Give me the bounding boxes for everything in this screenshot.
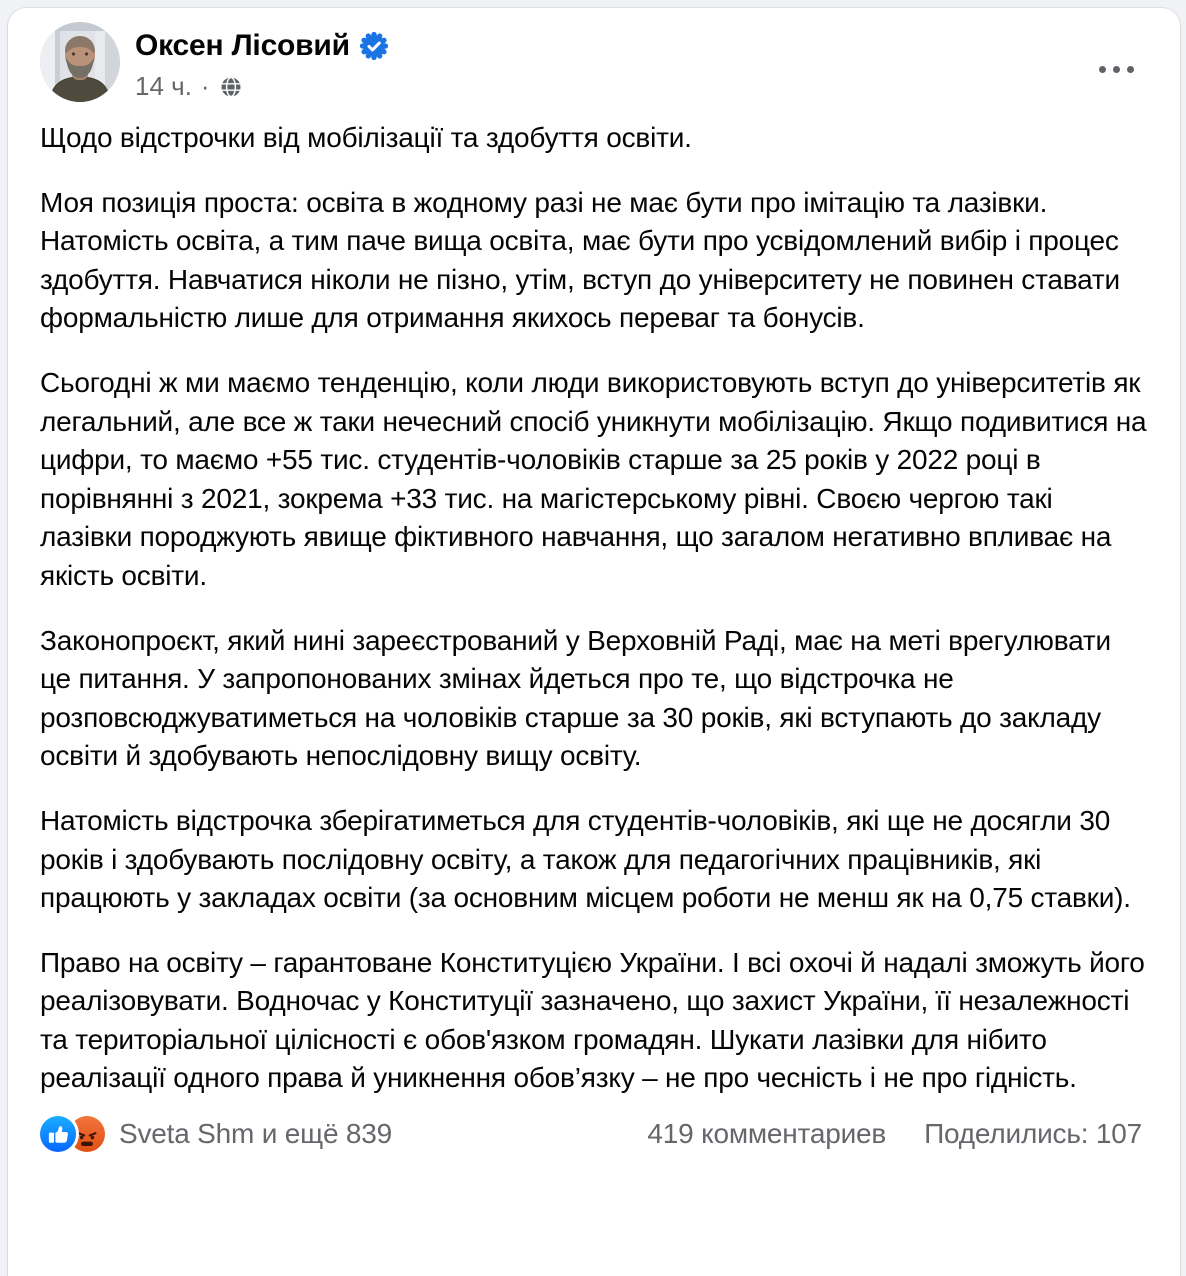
author-name[interactable]: Оксен Лісовий <box>135 29 350 62</box>
post-paragraph: Право на освіту – гарантоване Конституцією України. І всі охочі й надалі зможуть його реалізовувати. Водночас у Конституції зазначено, що захист України, її незалежності та територіальної цілісності є обов'язком громадян. Шукати лазівки для нібито реалізації одного права й уникнення обов’язку – не про чесність і не про гідність. <box>40 946 1145 1094</box>
reactions-group[interactable] <box>40 1116 392 1152</box>
verified-badge-icon <box>360 32 388 60</box>
post-paragraph: Натомість відстрочка зберігатиметься для студентів-чоловіків, які ще не досягли 30 років і здобувають послідовну освіту, а також для педагогічних працівників, які працюють у закладах освіти (за основним місцем роботи не менш як на 0,75 ставки). <box>40 804 1131 914</box>
avatar-photo <box>40 22 120 102</box>
more-options-button[interactable] <box>1089 56 1144 83</box>
counts-group <box>647 1118 1146 1150</box>
reactions-summary[interactable]: Sveta Shm и ещё 839 <box>119 1118 393 1150</box>
shares-count[interactable]: Поделились: 107 <box>924 1118 1142 1150</box>
engagement-bar <box>40 1112 1148 1162</box>
meta-separator: · <box>200 71 210 101</box>
post-paragraph: Сьогодні ж ми маємо тенденцію, коли люди використовують вступ до університетів як легальний, але все ж таки нечесний спосіб уникнути мобілізацію. Якщо подивитися на цифри, то маємо +55 тис. студентів-чоловіків старше за 25 років у 2022 році в порівнянні з 2021, зокрема +33 тис. на магістерському рівні. Своєю чергою такі лазівки породжують явище фіктивного навчання, що загалом негативно впливає на якість освіти. <box>40 366 1147 591</box>
reaction-icons[interactable] <box>40 1116 105 1152</box>
ellipsis-icon <box>1127 66 1134 73</box>
like-reaction-icon[interactable] <box>40 1116 76 1152</box>
post-header <box>40 22 1148 102</box>
ellipsis-icon <box>1099 66 1106 73</box>
post-paragraph: Законопроєкт, який нині зареєстрований у Верховній Раді, має на меті врегулювати це питання. У запропонованих змінах йдеться про те, що відстрочка не розповсюджуватиметься на чоловіків старше за 30 років, які вступають до закладу освіти й здобувають непослідовну вищу освіту. <box>40 624 1111 772</box>
post-text <box>40 119 1148 1098</box>
globe-privacy-icon <box>219 75 243 99</box>
post-meta-row <box>135 71 388 102</box>
post-paragraph: Моя позиція проста: освіта в жодному разі не має бути про імітацію та лазівки. Натомість освіта, а тим паче вища освіта, має бути про усвідомлений вибір і процес здобуття. Навчатися ніколи не пізно, утім, вступ до університету не повинен ставати формальністю лише для отримання якихось переваг та бонусів. <box>40 186 1120 334</box>
timestamp[interactable]: 14 ч. <box>135 70 192 101</box>
ellipsis-icon <box>1113 66 1120 73</box>
post-author-block <box>135 22 388 102</box>
post-paragraph: Щодо відстрочки від мобілізації та здобуття освіти. <box>40 122 692 153</box>
facebook-post-card <box>8 8 1180 1276</box>
comments-count[interactable]: 419 комментариев <box>647 1118 887 1150</box>
avatar[interactable] <box>40 22 120 102</box>
